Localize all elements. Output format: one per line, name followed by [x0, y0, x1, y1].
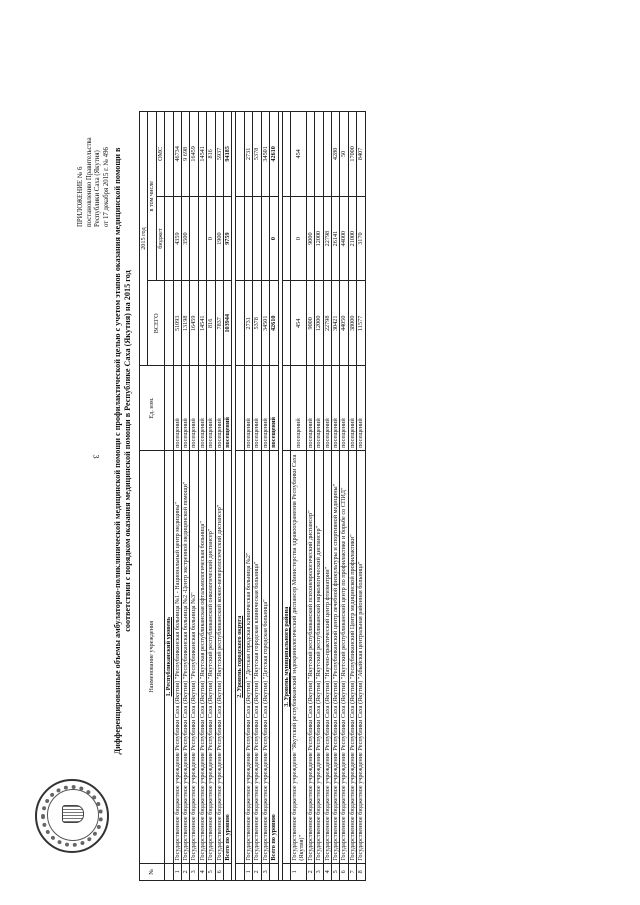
section-row	[236, 111, 244, 880]
approval-line: постановлению Правительства	[85, 136, 93, 227]
total-cell: 22798	[323, 280, 331, 365]
oms-cell: 34501	[261, 111, 269, 196]
section-row	[165, 111, 173, 880]
unit-cell: посещений	[348, 365, 356, 450]
unit-cell: посещений	[173, 365, 181, 450]
table-row	[357, 111, 365, 880]
unit-cell: посещений	[357, 365, 365, 450]
total-cell: 30421	[331, 280, 339, 365]
budget-cell	[253, 196, 261, 281]
oms-cell: 9 698	[182, 111, 190, 196]
table-row	[290, 111, 306, 880]
budget-cell	[244, 196, 252, 281]
institution-name: Государственное бюджетное учреждение Республики Саха (Якутия) "Научно-практический центр фтизиатрии"	[323, 450, 331, 863]
table-row	[348, 111, 356, 880]
institution-name: Государственное бюджетное учреждение Республики Саха (Якутия) "Республиканский центр лечебной физкультуры и спортивной медицины"	[331, 450, 339, 863]
total-budget: 9759	[224, 196, 232, 281]
document-title	[113, 21, 133, 881]
oms-cell: 816	[207, 111, 215, 196]
section-empty-cell	[165, 111, 173, 196]
budget-cell: 22798	[323, 196, 331, 281]
budget-cell	[198, 196, 206, 281]
row-number: 2	[253, 863, 261, 880]
budget-cell: 0	[207, 196, 215, 281]
unit-cell: посещений	[253, 365, 261, 450]
institution-name: Государственное бюджетное учреждение "Якутский республиканский эндокринологический диспансер Министерства здравоохранения Республики Саха (Якутия)"	[290, 450, 306, 863]
unit-cell: посещений	[323, 365, 331, 450]
table-row	[173, 111, 181, 880]
approval-block	[77, 57, 111, 227]
oms-cell: 17000	[348, 111, 356, 196]
table-row	[190, 111, 198, 880]
volumes-table	[139, 111, 366, 881]
section-empty-cell	[165, 196, 173, 281]
oms-cell	[306, 111, 314, 196]
title-line: Дифференцированные объемы амбулаторно-поликлинической медицинской помощи с профилактической целью с учетом этапов оказания медицинской помощи в	[113, 147, 122, 754]
total-label: Всего по уровню	[270, 450, 278, 863]
section-num-cell	[236, 863, 244, 880]
row-number: 1	[173, 863, 181, 880]
total-cell: 11577	[357, 280, 365, 365]
table-row	[244, 111, 252, 880]
institution-name: Государственное бюджетное учреждение Республики Саха (Якутия) "Республиканская больница №1 - Национальный центр медицины"	[173, 450, 181, 863]
oms-cell: 8407	[357, 111, 365, 196]
row-number: 2	[182, 863, 190, 880]
unit-cell: посещений	[315, 365, 323, 450]
section-title: 3. Уровень муниципального района	[282, 450, 290, 863]
section-empty-cell	[282, 280, 290, 365]
unit-cell: посещений	[306, 365, 314, 450]
unit-cell: посещений	[215, 365, 223, 450]
level-total-row	[270, 111, 278, 880]
row-number: 5	[331, 863, 339, 880]
approval-line: Республики Саха (Якутия)	[94, 149, 102, 227]
row-number: 3	[315, 863, 323, 880]
page-number: 3	[91, 454, 101, 459]
total-cell: 12000	[315, 280, 323, 365]
table-row	[198, 111, 206, 880]
total-sum: 42610	[270, 280, 278, 365]
total-unit: посещений	[224, 365, 232, 450]
section-title: 2. Уровень городского округа	[236, 450, 244, 863]
section-empty-cell	[236, 280, 244, 365]
approval-line: от 17 декабря 2015 г. № 496	[102, 146, 110, 227]
total-cell: 13198	[182, 280, 190, 365]
institution-name: Государственное бюджетное учреждение Республики Саха (Якутия) "Республиканский Центр медицинской профилактики"	[348, 450, 356, 863]
table-row	[182, 111, 190, 880]
total-cell: 816	[207, 280, 215, 365]
section-empty-cell	[282, 365, 290, 450]
row-number: 8	[357, 863, 365, 880]
section-empty-cell	[282, 111, 290, 196]
table-row	[323, 111, 331, 880]
section-empty-cell	[165, 280, 173, 365]
rotated-document	[15, 13, 625, 893]
oms-cell: 46734	[173, 111, 181, 196]
section-empty-cell	[236, 196, 244, 281]
section-empty-cell	[236, 111, 244, 196]
row-number: 1	[244, 863, 252, 880]
header-budget: бюджет	[156, 196, 164, 281]
institution-name: Государственное бюджетное учреждение Республики Саха (Якутия) " Детская городская клиническая больница №2"	[244, 450, 252, 863]
total-num-cell	[224, 863, 232, 880]
unit-cell: посещений	[340, 365, 348, 450]
total-sum: 103944	[224, 280, 232, 365]
budget-cell: 0	[290, 196, 306, 281]
section-empty-cell	[236, 365, 244, 450]
oms-cell	[323, 111, 331, 196]
section-empty-cell	[282, 196, 290, 281]
oms-cell: 2731	[244, 111, 252, 196]
section-empty-cell	[165, 365, 173, 450]
budget-cell: 1900	[215, 196, 223, 281]
unit-cell: посещений	[207, 365, 215, 450]
total-cell: 44050	[340, 280, 348, 365]
institution-name: Государственное бюджетное учреждение Республики Саха (Якутия) "Якутский республиканский психоневрологический диспансер"	[306, 450, 314, 863]
header-name: Наименование учреждения	[140, 450, 165, 863]
unit-cell: посещений	[198, 365, 206, 450]
header-oms: ОМС	[156, 111, 164, 196]
institution-name: Государственное бюджетное учреждение Республики Саха (Якутия) "Детская городская больница"	[261, 450, 269, 863]
table-row	[207, 111, 215, 880]
row-number: 4	[198, 863, 206, 880]
oms-cell	[315, 111, 323, 196]
institution-name: Государственное бюджетное учреждение Республики Саха (Якутия) "Якутский республиканский центр по профилактике и борьбе со СПИД"	[340, 450, 348, 863]
unit-cell: посещений	[182, 365, 190, 450]
table-body	[165, 111, 365, 880]
section-num-cell	[282, 863, 290, 880]
total-oms: 42610	[270, 111, 278, 196]
budget-cell: 9000	[306, 196, 314, 281]
total-cell: 14541	[198, 280, 206, 365]
institution-name: Государственное бюджетное учреждение Республики Саха (Якутия) "Абыйская центральная районная больница"	[357, 450, 365, 863]
total-label: Всего по уровню	[224, 450, 232, 863]
unit-cell: посещений	[190, 365, 198, 450]
total-cell: 5378	[253, 280, 261, 365]
row-number: 3	[190, 863, 198, 880]
budget-cell: 26141	[331, 196, 339, 281]
unit-cell: посещений	[290, 365, 306, 450]
unit-cell: посещений	[261, 365, 269, 450]
unit-cell: посещений	[244, 365, 252, 450]
total-cell: 16459	[190, 280, 198, 365]
row-number: 7	[348, 863, 356, 880]
institution-name: Государственное бюджетное учреждение Республики Саха (Якутия) "Якутский республиканский кожно-венерологический диспансер"	[215, 450, 223, 863]
row-number: 6	[215, 863, 223, 880]
title-line: соответствии с порядком оказания медицинской помощи в Республике Саха (Якутия) на 2015 год	[123, 269, 132, 632]
table-row	[253, 111, 261, 880]
total-cell: 34501	[261, 280, 269, 365]
budget-cell: 44000	[340, 196, 348, 281]
level-total-row	[224, 111, 232, 880]
total-cell: 2731	[244, 280, 252, 365]
budget-cell: 3500	[182, 196, 190, 281]
header-unit: Ед. изм.	[140, 365, 165, 450]
oms-cell: 454	[290, 111, 306, 196]
total-unit: посещений	[270, 365, 278, 450]
official-seal	[35, 779, 109, 853]
oms-cell: 5378	[253, 111, 261, 196]
institution-name: Государственное бюджетное учреждение Республики Саха (Якутия) "Якутская городская клиническая больница"	[253, 450, 261, 863]
institution-name: Государственное бюджетное учреждение Республики Саха (Якутия) "Якутский республиканский наркологический диспансер"	[315, 450, 323, 863]
institution-name: Государственное бюджетное учреждение Республики Саха (Якутия) "Якутский республиканский онкологический диспансер"	[207, 450, 215, 863]
budget-cell: 12000	[315, 196, 323, 281]
table-row	[331, 111, 339, 880]
total-cell: 7837	[215, 280, 223, 365]
table-row	[261, 111, 269, 880]
budget-cell: 21000	[348, 196, 356, 281]
institution-name: Государственное бюджетное учреждение Республики Саха (Якутия) "Республиканская больница №3"	[190, 450, 198, 863]
total-cell: 454	[290, 280, 306, 365]
total-budget: 0	[270, 196, 278, 281]
table-row	[306, 111, 314, 880]
header-total: ВСЕГО	[148, 280, 165, 365]
oms-cell: 4280	[331, 111, 339, 196]
oms-cell: 16459	[190, 111, 198, 196]
total-num-cell	[270, 863, 278, 880]
table-row	[340, 111, 348, 880]
total-cell: 9000	[306, 280, 314, 365]
table-row	[315, 111, 323, 880]
oms-cell: 5937	[215, 111, 223, 196]
table-row	[215, 111, 223, 880]
institution-name: Государственное бюджетное учреждение Республики Саха (Якутия) "Якутская республиканская офтальмологическая больница"	[198, 450, 206, 863]
budget-cell: 3170	[357, 196, 365, 281]
row-number: 6	[340, 863, 348, 880]
row-number: 4	[323, 863, 331, 880]
budget-cell	[261, 196, 269, 281]
budget-cell	[190, 196, 198, 281]
row-number: 3	[261, 863, 269, 880]
header-incl: в том числе	[148, 111, 156, 280]
oms-cell: 14541	[198, 111, 206, 196]
row-number: 2	[306, 863, 314, 880]
header-year: 2015 год	[140, 111, 148, 365]
approval-line: ПРИЛОЖЕНИЕ № 6	[77, 166, 84, 227]
row-number: 1	[290, 863, 306, 880]
section-row	[282, 111, 290, 880]
oms-cell: 50	[340, 111, 348, 196]
total-oms: 94185	[224, 111, 232, 196]
total-cell: 38000	[348, 280, 356, 365]
budget-cell: 4359	[173, 196, 181, 281]
section-num-cell	[165, 863, 173, 880]
unit-cell: посещений	[331, 365, 339, 450]
row-number: 5	[207, 863, 215, 880]
section-title: 1. Республиканский уровень	[165, 450, 173, 863]
header-num: №	[140, 863, 165, 880]
total-cell: 51093	[173, 280, 181, 365]
institution-name: Государственное бюджетное учреждение Республики Саха (Якутия) "Республиканская больница №2 -Центр экстренной медицинской помощи"	[182, 450, 190, 863]
